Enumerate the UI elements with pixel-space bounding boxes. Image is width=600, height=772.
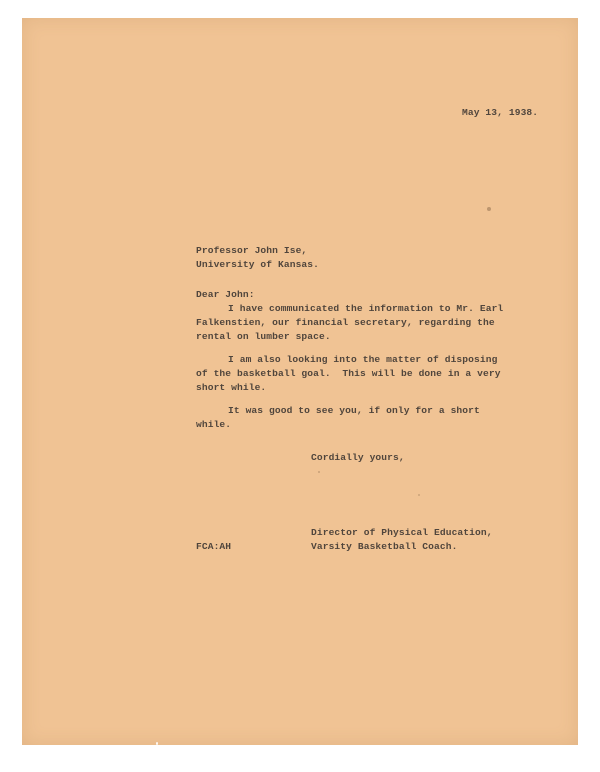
recipient-name: Professor John Ise, xyxy=(196,245,308,256)
paragraph-2-line-2: of the basketball goal. This will be done in a very xyxy=(196,368,501,379)
salutation: Dear John: xyxy=(196,289,255,300)
paragraph-1-line-2: Falkenstien, our financial secretary, regarding the xyxy=(196,317,495,328)
closing: Cordially yours, xyxy=(311,452,405,463)
paragraph-3-line-2: while. xyxy=(196,419,232,430)
reference-initials: FCA:AH xyxy=(196,541,232,552)
paragraph-3-line-1: It was good to see you, if only for a short xyxy=(228,405,480,416)
signature-title-line-1: Director of Physical Education, xyxy=(311,527,493,538)
paper-speck xyxy=(318,471,320,473)
paper-speck xyxy=(487,207,491,211)
letter-page xyxy=(22,18,578,745)
paper-speck xyxy=(418,494,420,496)
paragraph-2-line-1: I am also looking into the matter of disposing xyxy=(228,354,498,365)
paragraph-2-line-3: short while. xyxy=(196,382,267,393)
recipient-institution: University of Kansas. xyxy=(196,259,320,270)
paragraph-1-line-1: I have communicated the information to Mr. Earl xyxy=(228,303,504,314)
paragraph-1-line-3: rental on lumber space. xyxy=(196,331,331,342)
letter-date: May 13, 1938. xyxy=(462,107,539,118)
paper-speck xyxy=(156,742,158,745)
signature-title-line-2: Varsity Basketball Coach. xyxy=(311,541,458,552)
